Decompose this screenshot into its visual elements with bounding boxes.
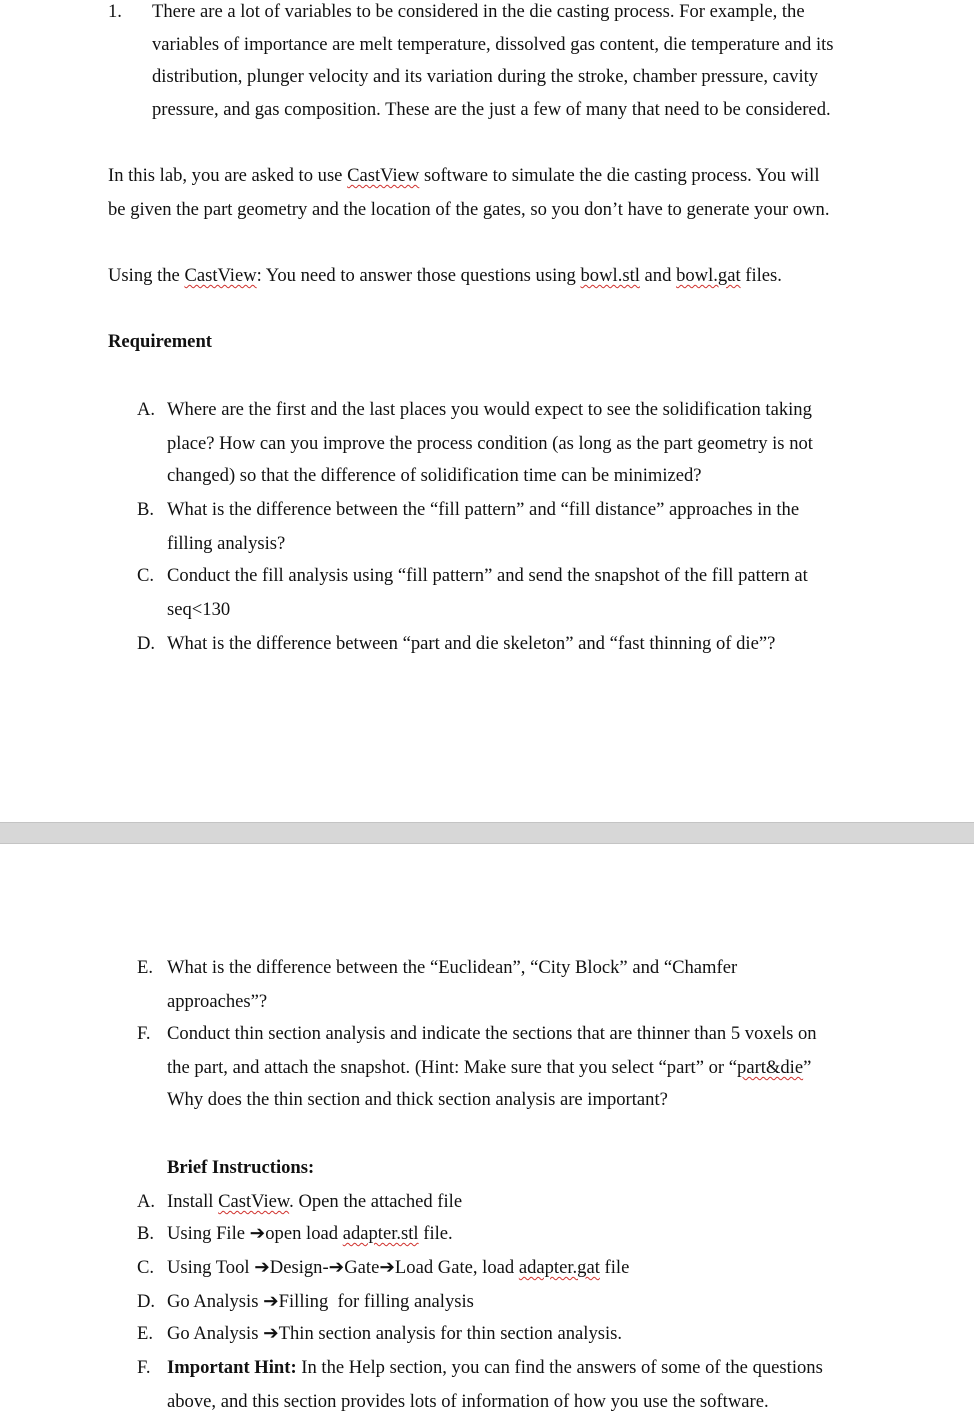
req-a-line-3: changed) so that the difference of solidification time can be minimized?: [167, 465, 702, 486]
brief-d-letter: D.: [137, 1291, 156, 1312]
brief-c-letter: C.: [137, 1257, 155, 1278]
brief-a-text: Install: [167, 1191, 219, 1212]
req-a-line-2: place? How can you improve the process condition (as long as the part geometry is not: [167, 433, 813, 454]
filename-stl: adapter.stl: [342, 1223, 419, 1244]
req-f-line-1: Conduct thin section analysis and indicate the sections that are thinner than 5 voxels on: [167, 1023, 817, 1044]
req-c-line-2: seq<130: [167, 599, 231, 620]
req-b-line-2: filling analysis?: [167, 533, 286, 554]
filename-gat: adapter.gat: [518, 1257, 600, 1278]
req-d-letter: D.: [137, 633, 156, 654]
req-f-letter: F.: [137, 1023, 151, 1044]
brief-e-letter: E.: [137, 1323, 154, 1344]
brief-f-line-2: above, and this section provides lots of information of how you use the software.: [167, 1391, 769, 1412]
important-hint-label: Important Hint:: [167, 1357, 297, 1378]
brief-c-text: Using Tool ➔Design-➔Gate➔Load Gate, load: [167, 1257, 519, 1278]
brief-e-line: Go Analysis ➔Thin section analysis for thin section analysis.: [167, 1323, 623, 1344]
req-a-line-1: Where are the first and the last places you would expect to see the solidification taking: [167, 399, 812, 420]
req-d-line-1: What is the difference between “part and die skeleton” and “fast thinning of die”?: [167, 633, 776, 654]
para2-line: [108, 265, 782, 287]
req-a-letter: A.: [137, 399, 156, 420]
brief-b-letter: B.: [137, 1223, 155, 1244]
castview-term: CastView: [184, 265, 257, 286]
brief-a-text: . Open the attached file: [289, 1191, 463, 1212]
item-number: 1.: [108, 1, 122, 22]
para2-text: : You need to answer those questions using: [256, 265, 581, 286]
req-e-line-2: approaches”?: [167, 991, 268, 1012]
req-c-line-1: Conduct the fill analysis using “fill pattern” and send the snapshot of the fill pattern at: [167, 565, 808, 586]
brief-b-text: open load: [265, 1223, 343, 1244]
brief-d-line: Go Analysis ➔Filling for filling analysis: [167, 1291, 474, 1312]
brief-a-letter: A.: [137, 1191, 156, 1212]
brief-c-line: [167, 1257, 629, 1279]
arrow-icon: ➔: [249, 1223, 266, 1244]
page-break: [0, 822, 974, 844]
filename-gat: bowl.gat: [676, 265, 741, 286]
brief-heading: Brief Instructions:: [167, 1157, 315, 1178]
req-f-text: the part, and attach the snapshot. (Hint: Make sure that you select “part” or “: [167, 1057, 738, 1078]
brief-b-text: file.: [418, 1223, 453, 1244]
castview-term: CastView: [218, 1191, 290, 1212]
item1-line-2: variables of importance are melt temperature, dissolved gas content, die temperature and its: [152, 34, 834, 55]
req-f-line-2: [167, 1057, 811, 1079]
filename-stl: bowl.stl: [580, 265, 640, 286]
brief-f-line-1: [167, 1357, 823, 1379]
castview-term: CastView: [347, 165, 420, 186]
item1-line-3: distribution, plunger velocity and its variation during the stroke, chamber pressure, cavity: [152, 66, 819, 87]
para1-line-2: be given the part geometry and the location of the gates, so you don’t have to generate your own.: [108, 199, 830, 220]
requirement-heading: Requirement: [108, 331, 212, 352]
req-c-letter: C.: [137, 565, 155, 586]
req-b-letter: B.: [137, 499, 155, 520]
item1-line-4: pressure, and gas composition. These are the just a few of many that need to be considered.: [152, 99, 831, 120]
item1-line-1: There are a lot of variables to be considered in the die casting process. For example, the: [152, 1, 805, 22]
brief-f-text: In the Help section, you can find the answers of some of the questions: [296, 1357, 823, 1378]
brief-a-line: [167, 1191, 462, 1213]
para2-text: files.: [740, 265, 782, 286]
para2-text: Using the: [108, 265, 185, 286]
req-b-line-1: What is the difference between the “fill pattern” and “fill distance” approaches in the: [167, 499, 800, 520]
part-die-term: part&die: [737, 1057, 804, 1078]
req-f-text: ”: [803, 1057, 812, 1078]
req-e-line-1: What is the difference between the “Euclidean”, “City Block” and “Chamfer: [167, 957, 738, 978]
para1-line-1: [108, 165, 820, 187]
para2-text: and: [639, 265, 677, 286]
para1-text: software to simulate the die casting process. You will: [419, 165, 820, 186]
brief-c-text: file: [599, 1257, 630, 1278]
req-f-line-3: Why does the thin section and thick section analysis are important?: [167, 1089, 668, 1110]
para1-text: In this lab, you are asked to use: [108, 165, 348, 186]
brief-b-text: Using File: [167, 1223, 250, 1244]
brief-f-letter: F.: [137, 1357, 151, 1378]
brief-b-line: [167, 1223, 453, 1245]
req-e-letter: E.: [137, 957, 154, 978]
